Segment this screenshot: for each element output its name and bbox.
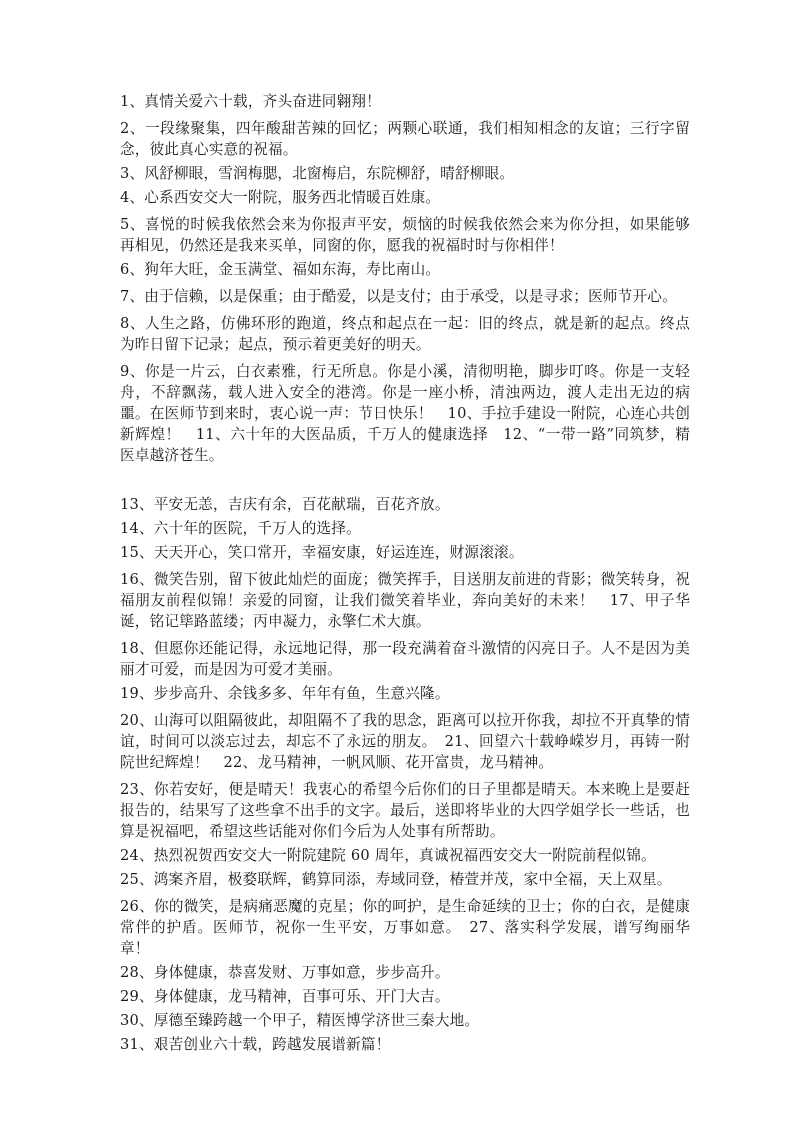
paragraph-2: 2、一段缘聚集，四年酸甜苦辣的回忆；两颗心联通，我们相知相念的友谊；三行字留念，彼此真心实意的祝福。 xyxy=(120,120,690,158)
paragraph-6: 6、狗年大旺，金玉满堂、福如东海，寿比南山。 xyxy=(120,261,441,278)
paragraph-23: 23、你若安好，便是晴天！我衷心的希望今后你们的日子里都是晴天。本来晚上是要赶报告的，结果写了这些拿不出手的文字。最后，送即将毕业的大四学姐学长一些话，也算是祝福吧，希望这些话能对你们今后为人处事有所帮助。 xyxy=(120,781,690,840)
paragraph-24: 24、热烈祝贺西安交大一附院建院 60 周年，真诚祝福西安交大一附院前程似锦。 xyxy=(120,847,656,864)
paragraph-14: 14、六十年的医院，千万人的选择。 xyxy=(120,520,361,537)
paragraph-19: 19、步步高升、余钱多多、年年有鱼，生意兴隆。 xyxy=(120,685,450,702)
paragraph-29: 29、身体健康，龙马精神，百事可乐、开门大吉。 xyxy=(120,988,450,1005)
paragraph-26-27: 26、你的微笑，是病痛恶魔的克星；你的呵护，是生命延续的卫士；你的白衣，是健康常伴的护盾。医师节，祝你一生平安，万事如意。 27、落实科学发展，谱写绚丽华章！ xyxy=(120,898,690,957)
paragraph-18: 18、但愿你还能记得，永远地记得，那一段充满着奋斗激情的闪亮日子。人不是因为美丽才可爱，而是因为可爱才美丽。 xyxy=(120,640,690,678)
paragraph-20-22: 20、山海可以阻隔彼此，却阻隔不了我的思念，距离可以拉开你我，却拉不开真挚的情谊，时间可以淡忘过去，却忘不了永远的朋友。 21、回望六十载峥嵘岁月，再铸一附院世纪辉煌！ 22、龙马精神，一帆风顺、花开富贵，龙马精神。 xyxy=(120,712,690,771)
paragraph-3: 3、风舒柳眼，雪润梅腮，北窗梅启，东院柳舒，晴舒柳眼。 xyxy=(120,165,515,182)
paragraph-4: 4、心系西安交大一附院，服务西北情暖百姓康。 xyxy=(120,189,441,206)
paragraph-1: 1、真情关爱六十载，齐头奋进同翱翔！ xyxy=(120,93,381,110)
paragraph-9-12: 9、你是一片云，白衣素雅，行无所息。你是小溪，清彻明艳，脚步叮咚。你是一支轻舟，不辞飘荡，载人进入安全的港湾。你是一座小桥，清浊两边，渡人走出无边的病噩。在医师节到来时，衷心说一声：节日快乐！ 10、手拉手建设一附院，心连心共创新辉煌！ 11、六十年的大医品质，千万人的健康选择 12、“一带一路”同筑梦，精医卓越济苍生。 xyxy=(120,363,690,464)
document-body xyxy=(120,91,690,1055)
paragraph-25: 25、鸿案齐眉，极婺联辉，鹤算同添，寿域同登，椿萱并茂，家中全福，天上双星。 xyxy=(120,871,672,888)
paragraph-28: 28、身体健康，恭喜发财、万事如意，步步高升。 xyxy=(120,964,450,981)
paragraph-31: 31、艰苦创业六十载，跨越发展谱新篇！ xyxy=(120,1036,391,1053)
paragraph-30: 30、厚德至臻跨越一个甲子，精医博学济世三秦大地。 xyxy=(120,1012,480,1029)
paragraph-15: 15、天天开心，笑口常开，幸福安康，好运连连，财源滚滚。 xyxy=(120,544,524,561)
paragraph-7: 7、由于信赖，以是保重；由于酷爱，以是支付；由于承受，以是寻求；医师节开心。 xyxy=(120,288,677,305)
paragraph-13: 13、平安无恙，吉庆有余，百花献瑞，百花齐放。 xyxy=(120,496,450,513)
paragraph-16-17: 16、微笑告别，留下彼此灿烂的面庞；微笑挥手，目送朋友前进的背影；微笑转身，祝福朋友前程似锦！亲爱的同窗，让我们微笑着毕业，奔向美好的未来！ 17、甲子华诞，铭记筚路蓝缕；丙申凝力，永擎仁术大旗。 xyxy=(120,571,690,630)
paragraph-5: 5、喜悦的时候我依然会来为你报声平安，烦恼的时候我依然会来为你分担，如果能够再相见，仍然还是我来买单，同窗的你，愿我的祝福时时与你相伴！ xyxy=(120,216,690,254)
paragraph-8: 8、人生之路，仿佛环形的跑道，终点和起点在一起：旧的终点，就是新的起点。终点为昨日留下记录；起点，预示着更美好的明天。 xyxy=(120,315,690,353)
